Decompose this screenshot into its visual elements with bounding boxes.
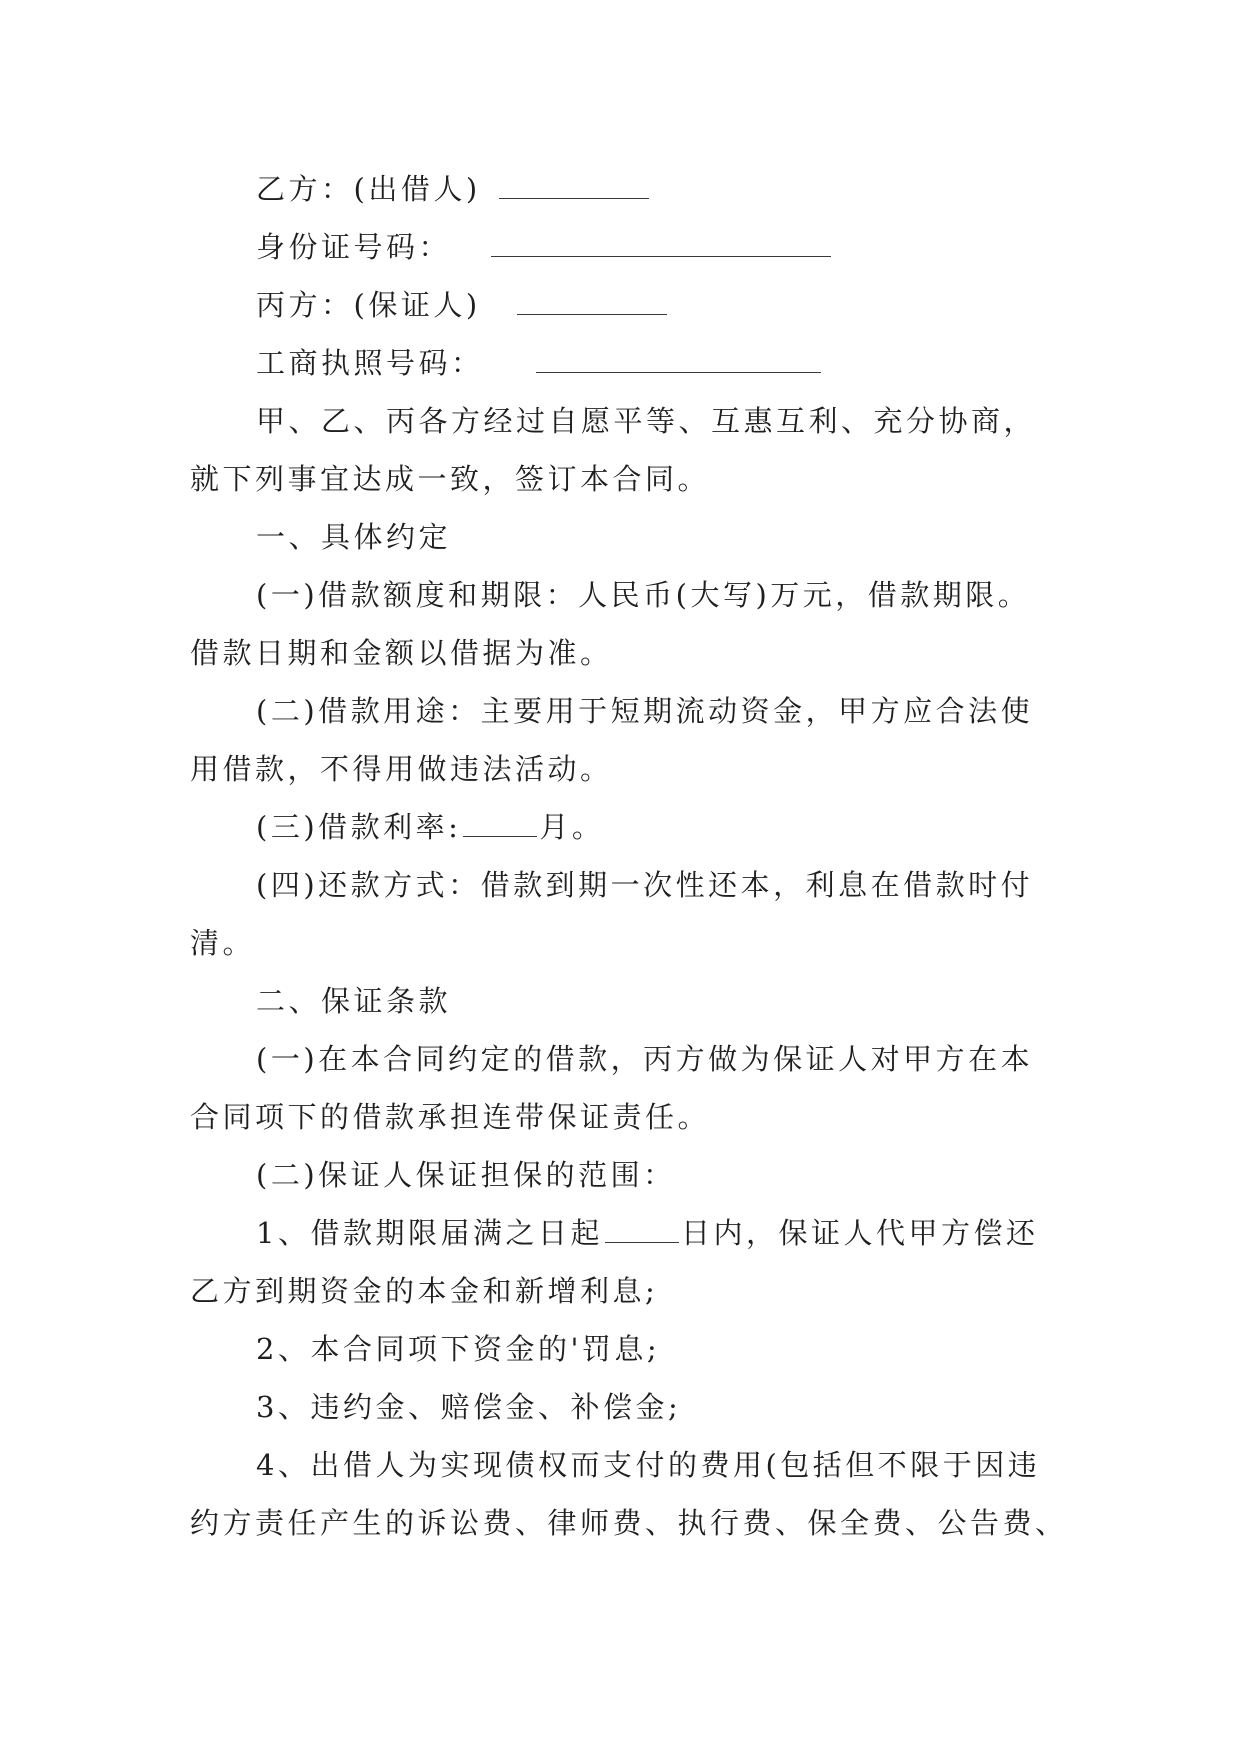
scope-item-1-line-1 xyxy=(190,1204,1050,1262)
clause-1-4-line-1: (四)还款方式：借款到期一次性还本，利息在借款时付 xyxy=(256,868,1034,902)
interest-rate-blank xyxy=(463,802,537,837)
clause-1-3-line xyxy=(190,798,1050,856)
scope-item-2: 2、本合同项下资金的'罚息; xyxy=(256,1332,661,1366)
days-blank xyxy=(605,1208,679,1243)
preamble-line-1: 甲、乙、丙各方经过自愿平等、互惠互利、充分协商， xyxy=(256,404,1037,438)
party-c-line xyxy=(190,276,1050,334)
party-c-name-blank xyxy=(517,280,667,315)
scope-item-3: 3、违约金、赔偿金、补偿金; xyxy=(256,1390,682,1424)
scope-item-4-line-1: 4、出借人为实现债权而支付的费用(包括但不限于因违 xyxy=(256,1448,1041,1482)
party-c-label: 丙方：(保证人) xyxy=(256,288,481,322)
scope-item-1-before: 1、借款期限届满之日起 xyxy=(256,1216,603,1250)
party-b-label: 乙方：(出借人) xyxy=(256,172,481,206)
contract-body xyxy=(190,160,1068,1552)
clause-1-1-line-1: (一)借款额度和期限：人民币(大写)万元，借款期限。 xyxy=(256,578,1031,612)
clause-2-2-heading: (二)保证人保证担保的范围： xyxy=(256,1158,676,1192)
scope-item-1-after: 日内，保证人代甲方偿还 xyxy=(680,1216,1039,1250)
clause-2-1-line-2: 合同项下的借款承担连带保证责任。 xyxy=(190,1100,711,1134)
license-number-label: 工商执照号码： xyxy=(256,346,484,380)
interest-rate-label: (三)借款利率: xyxy=(256,810,462,844)
interest-rate-unit: 月。 xyxy=(539,810,605,844)
section-1-heading: 一、具体约定 xyxy=(256,520,452,554)
clause-1-4-line-2: 清。 xyxy=(190,926,256,960)
clause-1-1-line-2: 借款日期和金额以借据为准。 xyxy=(190,636,613,670)
id-number-line xyxy=(190,218,1050,276)
section-2-heading: 二、保证条款 xyxy=(256,984,452,1018)
id-number-blank xyxy=(491,222,831,257)
scope-item-4-line-2: 约方责任产生的诉讼费、律师费、执行费、保全费、公告费、 xyxy=(190,1506,1068,1540)
id-number-label: 身份证号码： xyxy=(256,230,452,264)
license-number-line xyxy=(190,334,1050,392)
preamble-line-2: 就下列事宜达成一致，签订本合同。 xyxy=(190,462,711,496)
scope-item-1-line-2: 乙方到期资金的本金和新增利息; xyxy=(190,1274,659,1308)
party-b-name-blank xyxy=(499,164,649,199)
party-b-line xyxy=(190,160,1050,218)
clause-1-2-line-1: (二)借款用途：主要用于短期流动资金，甲方应合法使 xyxy=(256,694,1034,728)
clause-1-2-line-2: 用借款，不得用做违法活动。 xyxy=(190,752,613,786)
clause-2-1-line-1: (一)在本合同约定的借款，丙方做为保证人对甲方在本 xyxy=(256,1042,1034,1076)
license-number-blank xyxy=(536,338,821,373)
